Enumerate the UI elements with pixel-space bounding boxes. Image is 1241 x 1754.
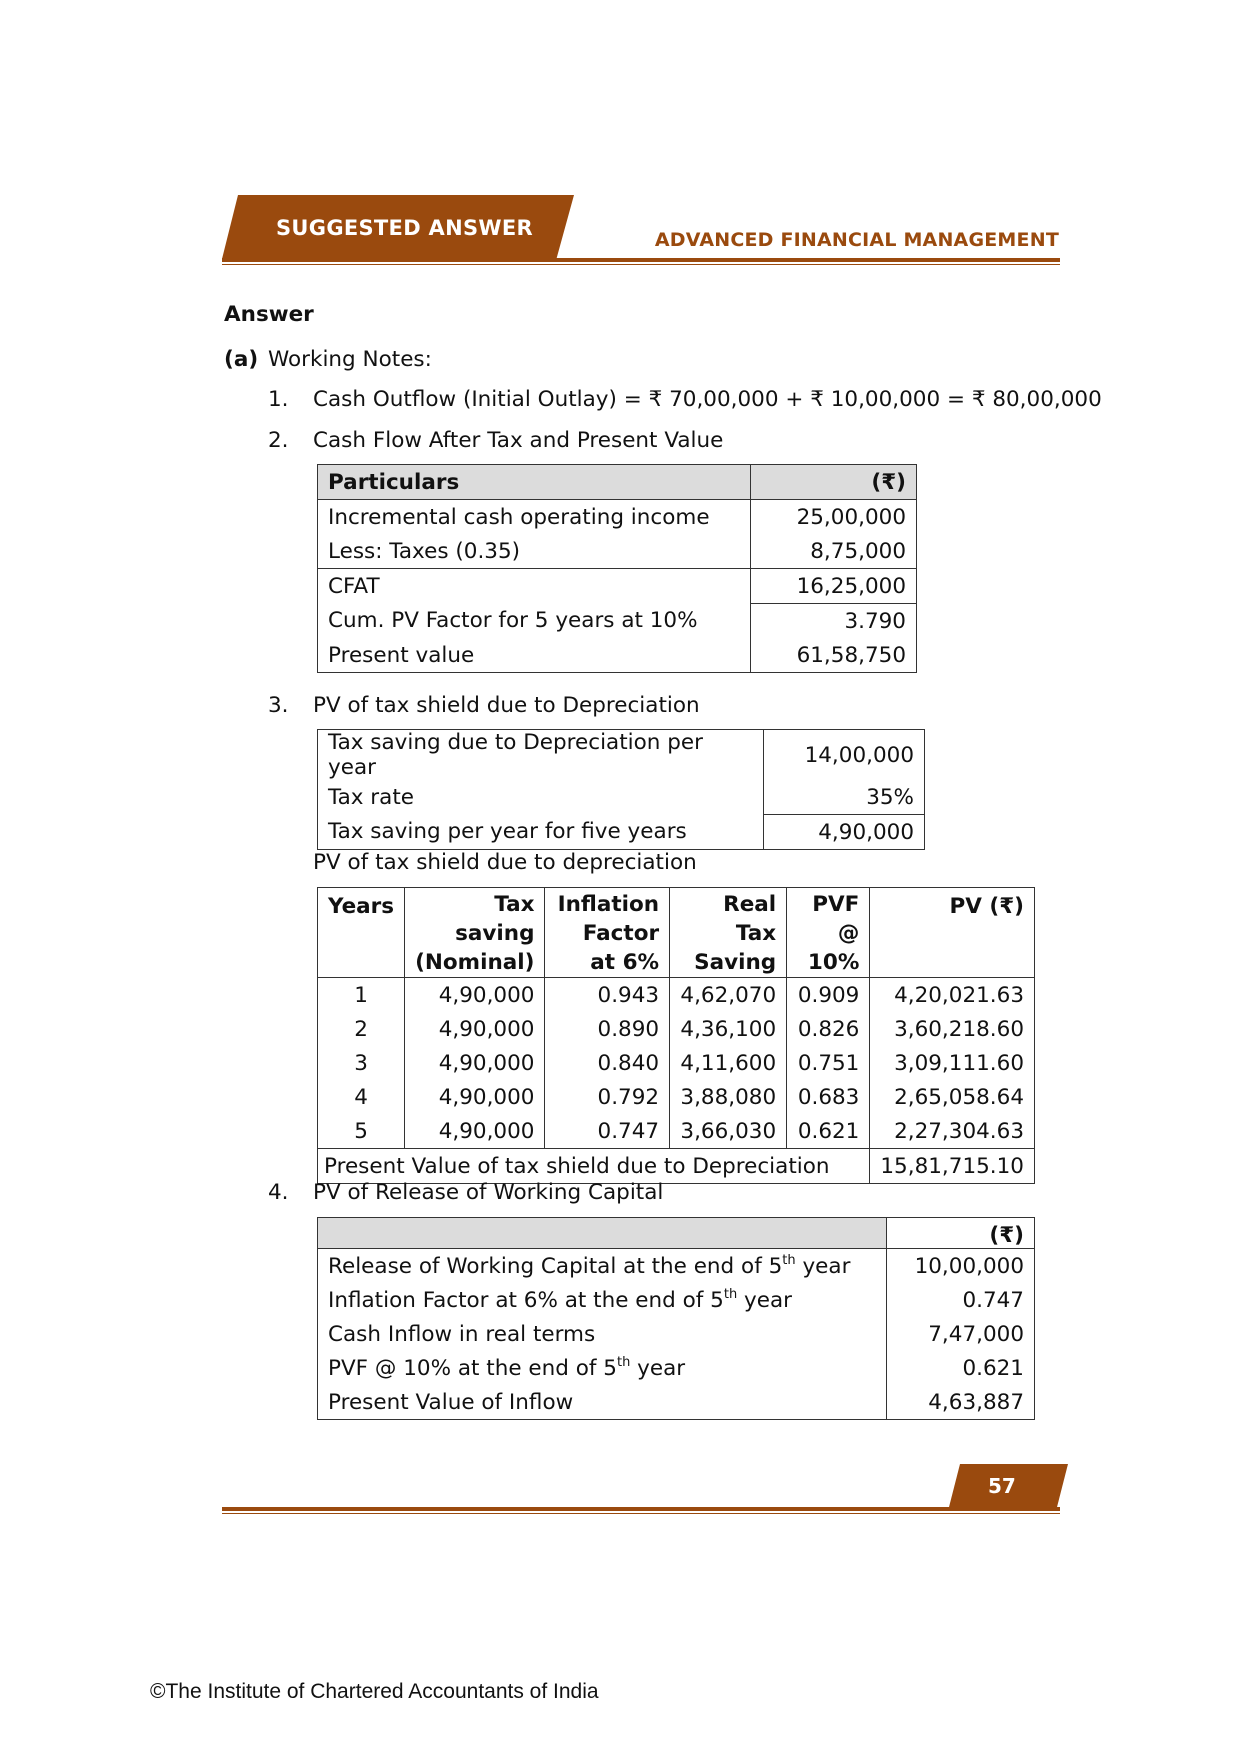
table-total-row (318, 1149, 1035, 1184)
table-cell: 0.943 (545, 978, 670, 1013)
table-cell: 4,90,000 (405, 978, 545, 1013)
table-cell: 2 (318, 1012, 405, 1046)
table-cell: 4,62,070 (670, 978, 787, 1013)
part-title: Working Notes: (268, 347, 432, 372)
note-text: Cash Flow After Tax and Present Value (313, 428, 724, 453)
table-row (318, 1283, 1035, 1317)
table-header-cell: Particulars (318, 465, 751, 500)
pv-shield-caption: PV of tax shield due to depreciation (313, 850, 697, 875)
table-cell-value: 35% (764, 780, 925, 815)
table-header-cell: Years (318, 888, 405, 978)
header-subject: ADVANCED FINANCIAL MANAGEMENT (654, 229, 1059, 251)
table-cell: 1 (318, 978, 405, 1013)
table-row (318, 569, 917, 604)
table-row (318, 1385, 1035, 1420)
cfat-table (317, 464, 917, 673)
part-label: (a) (224, 347, 259, 372)
table-header-row (318, 888, 1035, 978)
header-rule-thin (222, 264, 1060, 265)
table-cell-label: Tax saving due to Depreciation per year (318, 730, 764, 781)
table-cell-value: 3.790 (751, 604, 917, 639)
table-cell: 0.792 (545, 1080, 670, 1114)
table-row (318, 978, 1035, 1013)
footer-rule-thin (222, 1513, 1060, 1514)
table-cell: 5 (318, 1114, 405, 1149)
table-row (318, 638, 917, 673)
table-cell: 2,65,058.64 (870, 1080, 1035, 1114)
table-cell-label: Cum. PV Factor for 5 years at 10% (318, 604, 751, 639)
table-row (318, 1317, 1035, 1351)
table-row (318, 730, 925, 781)
table-cell-value: 7,47,000 (887, 1317, 1035, 1351)
note-number: 1. (268, 387, 289, 412)
header-rule (222, 258, 1060, 262)
table-cell-value: 4,63,887 (887, 1385, 1035, 1420)
table-row (318, 604, 917, 639)
note-text: PV of Release of Working Capital (313, 1180, 664, 1205)
table-header-cell: PV (₹) (870, 888, 1035, 978)
table-cell-label: CFAT (318, 569, 751, 604)
table-header-row (318, 465, 917, 500)
table-cell: 4,90,000 (405, 1046, 545, 1080)
table-cell-label: Present value (318, 638, 751, 673)
table-cell: 4,90,000 (405, 1012, 545, 1046)
table-header-cell: Inflation Factor at 6% (545, 888, 670, 978)
header-tab-label: SUGGESTED ANSWER (276, 216, 533, 240)
table-cell-value: 25,00,000 (751, 500, 917, 535)
table-cell-label: Less: Taxes (0.35) (318, 534, 751, 569)
table-header-cell: Real Tax Saving (670, 888, 787, 978)
table-cell-label: PVF @ 10% at the end of 5th year (318, 1351, 887, 1385)
total-label: Present Value of tax shield due to Depreciation (318, 1149, 870, 1184)
table-cell: 4 (318, 1080, 405, 1114)
note-number: 4. (268, 1180, 289, 1205)
table-row (318, 1046, 1035, 1080)
table-header-cell: (₹) (751, 465, 917, 500)
table-cell: 0.747 (545, 1114, 670, 1149)
table-cell: 3 (318, 1046, 405, 1080)
table-cell-label: Release of Working Capital at the end of 5th year (318, 1249, 887, 1284)
table-row (318, 534, 917, 569)
table-cell: 3,66,030 (670, 1114, 787, 1149)
table-cell: 4,90,000 (405, 1114, 545, 1149)
table-cell-value: 8,75,000 (751, 534, 917, 569)
table-row (318, 1114, 1035, 1149)
note-text: Cash Outflow (Initial Outlay) = ₹ 70,00,000 + ₹ 10,00,000 = ₹ 80,00,000 (313, 387, 1102, 412)
total-value: 15,81,715.10 (870, 1149, 1035, 1184)
table-cell: 4,20,021.63 (870, 978, 1035, 1013)
pv-shield-table (317, 887, 1035, 1184)
table-cell: 0.621 (787, 1114, 870, 1149)
table-cell: 0.890 (545, 1012, 670, 1046)
table-cell: 0.909 (787, 978, 870, 1013)
table-header-cell: (₹) (887, 1218, 1035, 1249)
table-cell: 4,90,000 (405, 1080, 545, 1114)
table-cell-value: 14,00,000 (764, 730, 925, 781)
table-cell: 2,27,304.63 (870, 1114, 1035, 1149)
table-cell: 3,60,218.60 (870, 1012, 1035, 1046)
table-cell: 4,11,600 (670, 1046, 787, 1080)
table-cell-label: Tax saving per year for five years (318, 815, 764, 850)
table-cell-value: 61,58,750 (751, 638, 917, 673)
copyright-text: ©The Institute of Chartered Accountants of India (150, 1680, 599, 1703)
answer-heading: Answer (224, 302, 314, 327)
table-cell-value: 10,00,000 (887, 1249, 1035, 1284)
table-row (318, 1080, 1035, 1114)
table-row (318, 815, 925, 850)
table-cell-label: Present Value of Inflow (318, 1385, 887, 1420)
footer-rule (222, 1507, 1060, 1511)
table-row (318, 1351, 1035, 1385)
note-text: PV of tax shield due to Depreciation (313, 693, 700, 718)
page-number: 57 (988, 1474, 1016, 1498)
table-row (318, 500, 917, 535)
table-header-cell: PVF @ 10% (787, 888, 870, 978)
table-header-cell (318, 1218, 887, 1249)
table-cell: 3,09,111.60 (870, 1046, 1035, 1080)
tax-saving-table (317, 729, 925, 850)
table-cell: 4,36,100 (670, 1012, 787, 1046)
table-cell-label: Inflation Factor at 6% at the end of 5th year (318, 1283, 887, 1317)
table-cell-label: Incremental cash operating income (318, 500, 751, 535)
table-row (318, 1249, 1035, 1284)
table-row (318, 1012, 1035, 1046)
table-cell-value: 16,25,000 (751, 569, 917, 604)
working-capital-table (317, 1217, 1035, 1420)
note-number: 2. (268, 428, 289, 453)
table-cell: 0.683 (787, 1080, 870, 1114)
table-cell: 0.751 (787, 1046, 870, 1080)
table-cell-label: Cash Inflow in real terms (318, 1317, 887, 1351)
table-cell: 3,88,080 (670, 1080, 787, 1114)
table-row (318, 780, 925, 815)
table-cell: 0.840 (545, 1046, 670, 1080)
table-header-row (318, 1218, 1035, 1249)
note-number: 3. (268, 693, 289, 718)
table-cell: 0.826 (787, 1012, 870, 1046)
table-cell-label: Tax rate (318, 780, 764, 815)
table-cell-value: 4,90,000 (764, 815, 925, 850)
table-cell-value: 0.747 (887, 1283, 1035, 1317)
table-header-cell: Tax saving (Nominal) (405, 888, 545, 978)
table-cell-value: 0.621 (887, 1351, 1035, 1385)
